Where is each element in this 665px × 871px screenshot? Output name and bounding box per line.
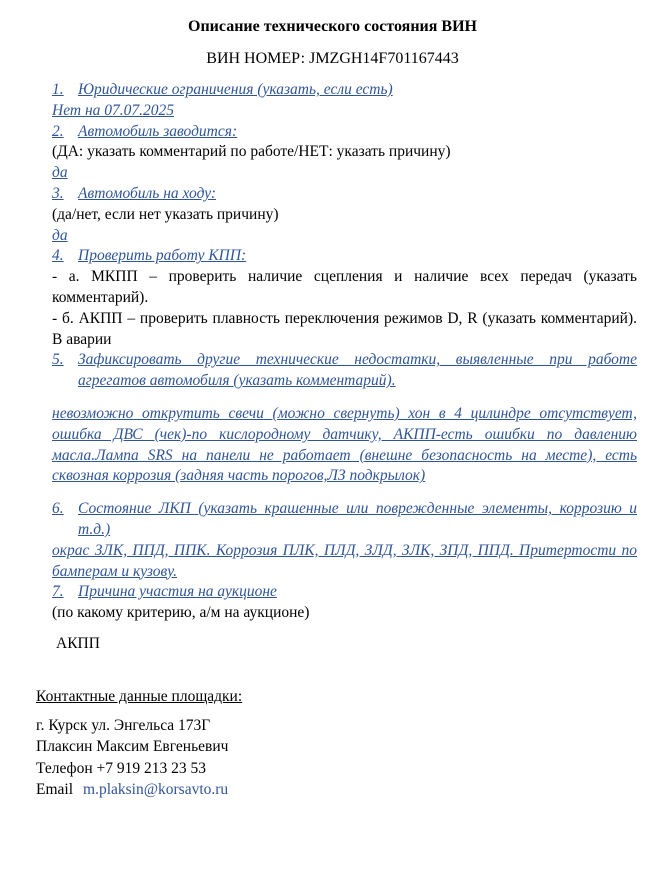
- item-4-heading: [52, 246, 637, 267]
- item-number: 6.: [52, 500, 64, 518]
- contacts-block: [36, 686, 242, 801]
- contacts-email-label: Email: [36, 781, 74, 798]
- item-7-hint: (по какому критерию, а/м на аукционе): [52, 604, 310, 622]
- item-number: 2.: [52, 122, 64, 140]
- item-6-answer: окрас ЗЛК, ППД, ППК. Коррозия ПЛК, ПЛД, ЗЛД, ЗЛК, ЗПД, ППД. Притертости по бамперам и кузову.: [52, 541, 637, 580]
- contacts-heading: Контактные данные площадки:: [36, 688, 243, 705]
- item-5-answer: невозможно открутить свечи (можно свернуть) хон в 4 цилиндре отсутствует, ошибка ДВС (чек)-по кислородному датчику, АКПП-есть ошибки по давлению масла.Лампа SRS на панели не работает (внешне безопасность на месте), есть сквозная коррозия (задняя часть порогов,ЛЗ подкрылок): [52, 404, 637, 485]
- item-label: Юридические ограничения (указать, если есть): [78, 81, 393, 98]
- item-number: 5.: [52, 351, 64, 369]
- item-3-answer: да: [52, 226, 68, 244]
- item-number: 4.: [52, 247, 64, 265]
- item-7-heading: [52, 582, 637, 603]
- item-label: Автомобиль на ходу:: [78, 184, 217, 202]
- vin-number: ВИН НОМЕР: JMZGH14F701167443: [206, 50, 459, 67]
- item-2-hint: (ДА: указать комментарий по работе/НЕТ: указать причину): [52, 143, 451, 161]
- inspection-list: [52, 80, 637, 655]
- contacts-phone: Телефон +7 919 213 23 53: [36, 759, 207, 777]
- item-5-heading: [52, 350, 637, 392]
- item-3-hint: (да/нет, если нет указать причину): [52, 205, 279, 223]
- item-3-heading: [52, 184, 637, 205]
- item-number: 7.: [52, 583, 64, 601]
- item-4-auto-check: - б. АКПП – проверить плавность переключения режимов D, R (указать комментарий). В аварии: [52, 309, 637, 348]
- item-6-heading: [52, 499, 637, 541]
- item-2-answer: да: [52, 164, 68, 182]
- item-1-heading: [52, 80, 637, 101]
- item-label: Причина участия на аукционе: [78, 583, 277, 601]
- item-4-manual-check: - а. МКПП – проверить наличие сцепления и наличие всех передач (указать комментарий).: [52, 268, 637, 306]
- item-number: 1.: [52, 81, 64, 98]
- contacts-person: Плаксин Максим Евгеньевич: [36, 738, 229, 755]
- item-label: Проверить работу КПП:: [78, 247, 247, 265]
- document-title: Описание технического состояния ВИН: [188, 18, 477, 35]
- item-2-heading: [52, 122, 637, 143]
- contacts-email-link[interactable]: m.plaksin@korsavto.ru: [83, 781, 229, 798]
- item-7-answer: АКПП: [56, 634, 100, 652]
- item-label: Автомобиль заводится:: [78, 122, 238, 140]
- contacts-email-row: [36, 779, 242, 801]
- item-number: 3.: [52, 184, 64, 202]
- contacts-address: г. Курск ул. Энгельса 173Г: [36, 716, 211, 734]
- item-1-answer: Нет на 07.07.2025: [52, 101, 175, 119]
- item-label: Состояние ЛКП (указать крашенные или поврежденные элементы, коррозию и т.д.): [78, 500, 637, 538]
- item-label: Зафиксировать другие технические недостатки, выявленные при работе агрегатов автомобиля (указать комментарий).: [78, 351, 637, 390]
